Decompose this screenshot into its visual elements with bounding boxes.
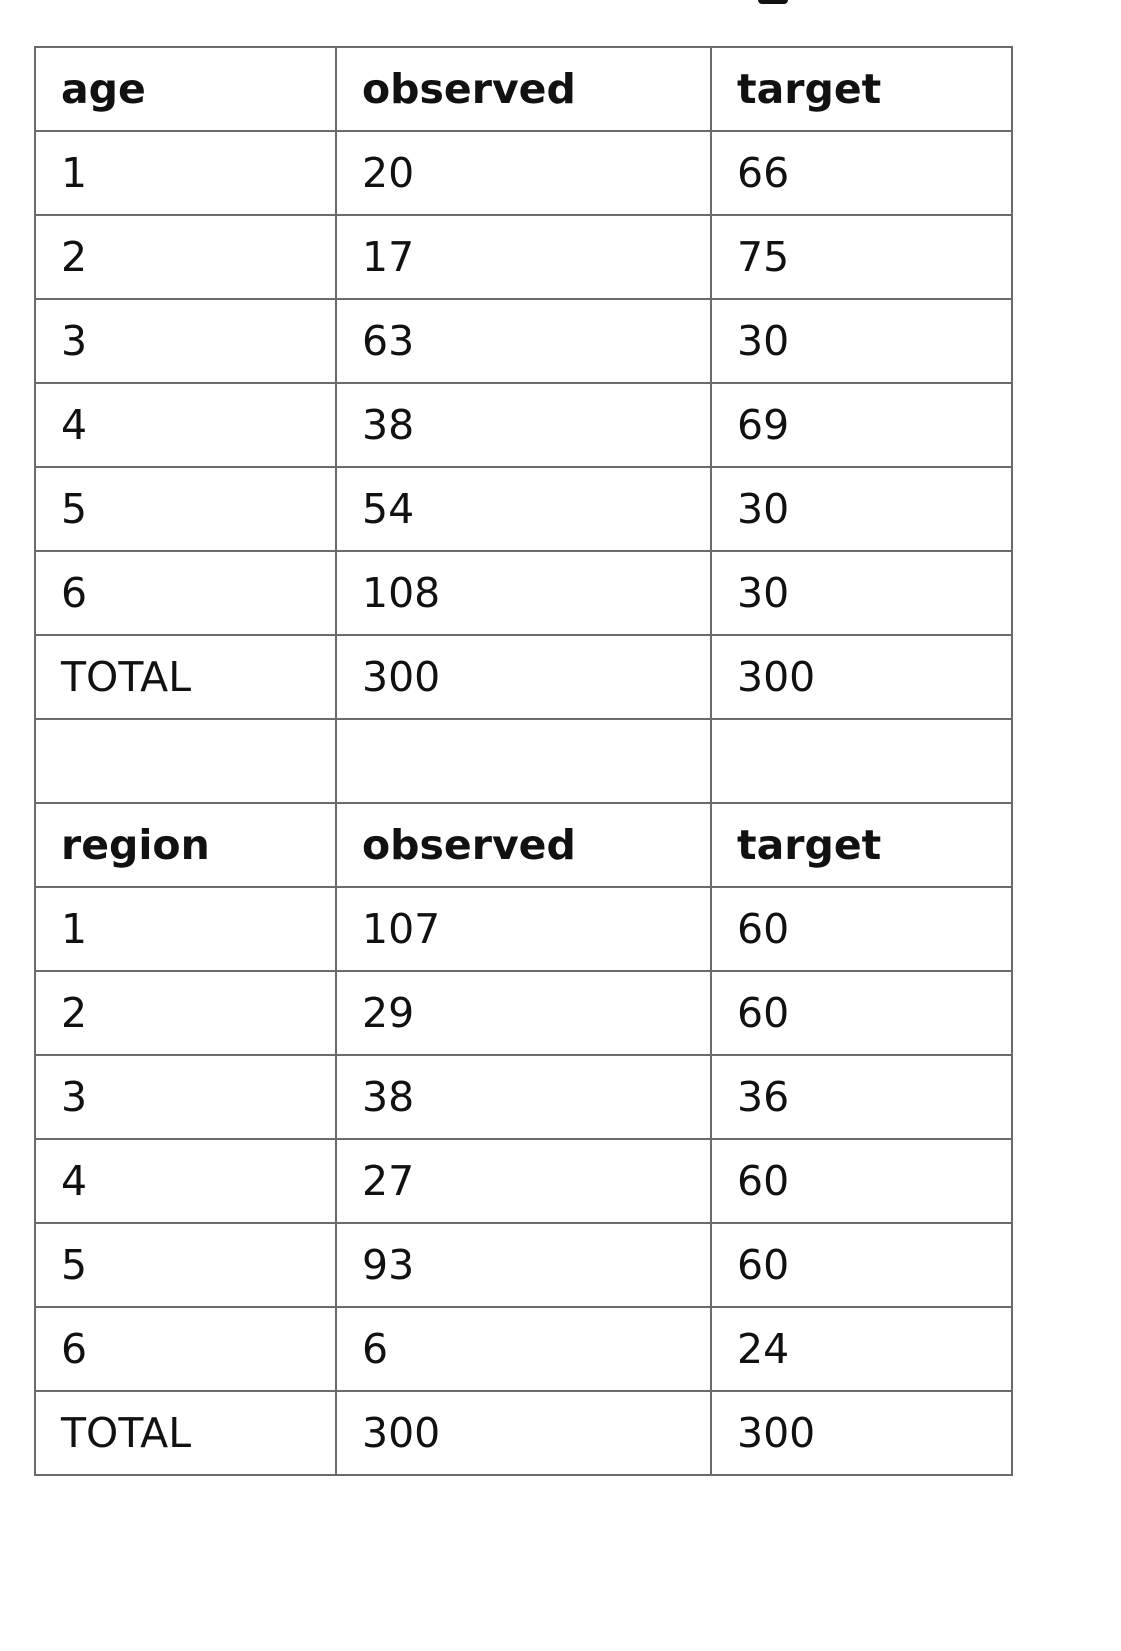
table-total-row (35, 635, 1012, 719)
table-cell: 17 (336, 215, 711, 299)
table-cell: 6 (35, 551, 336, 635)
table-cell: 3 (35, 299, 336, 383)
table-cell: 5 (35, 467, 336, 551)
table-row (35, 1055, 1012, 1139)
table-cell: 63 (336, 299, 711, 383)
table-row (35, 383, 1012, 467)
table-row (35, 1223, 1012, 1307)
table-cell: 93 (336, 1223, 711, 1307)
table-row (35, 971, 1012, 1055)
table-cell: 3 (35, 1055, 336, 1139)
table-cell: 30 (711, 467, 1012, 551)
header-cell: age (35, 47, 336, 131)
data-table (34, 46, 1013, 1476)
table-row (35, 551, 1012, 635)
table-cell: 1 (35, 887, 336, 971)
table-cell: 108 (336, 551, 711, 635)
table-cell: 2 (35, 215, 336, 299)
table-row (35, 887, 1012, 971)
table-cell: 4 (35, 1139, 336, 1223)
header-cell: target (711, 803, 1012, 887)
table-cell: 300 (711, 635, 1012, 719)
header-cell: observed (336, 47, 711, 131)
table-cell: 300 (711, 1391, 1012, 1475)
table-spacer-row (35, 719, 1012, 803)
table-total-row (35, 1391, 1012, 1475)
table-cell: 60 (711, 971, 1012, 1055)
empty-cell (711, 719, 1012, 803)
table-row (35, 215, 1012, 299)
header-cell: observed (336, 803, 711, 887)
table-cell: 69 (711, 383, 1012, 467)
table-cell: 30 (711, 299, 1012, 383)
table-row (35, 467, 1012, 551)
cropped-heading-fragment (758, 0, 788, 4)
table-cell: 27 (336, 1139, 711, 1223)
table-cell: 30 (711, 551, 1012, 635)
header-cell: region (35, 803, 336, 887)
table-header-row-region (35, 803, 1012, 887)
table-cell: TOTAL (35, 635, 336, 719)
header-cell: target (711, 47, 1012, 131)
table-cell: 38 (336, 1055, 711, 1139)
table-row (35, 1139, 1012, 1223)
table-cell: 20 (336, 131, 711, 215)
table-header-row-age (35, 47, 1012, 131)
empty-cell (35, 719, 336, 803)
table-cell: 6 (35, 1307, 336, 1391)
table-cell: 60 (711, 1223, 1012, 1307)
table-cell: TOTAL (35, 1391, 336, 1475)
table-cell: 107 (336, 887, 711, 971)
table-cell: 5 (35, 1223, 336, 1307)
table-cell: 60 (711, 887, 1012, 971)
table-cell: 29 (336, 971, 711, 1055)
table-cell: 300 (336, 1391, 711, 1475)
table-cell: 2 (35, 971, 336, 1055)
table-cell: 60 (711, 1139, 1012, 1223)
empty-cell (336, 719, 711, 803)
table-cell: 36 (711, 1055, 1012, 1139)
table-row (35, 131, 1012, 215)
table-cell: 66 (711, 131, 1012, 215)
table-cell: 6 (336, 1307, 711, 1391)
table-cell: 75 (711, 215, 1012, 299)
table-cell: 4 (35, 383, 336, 467)
table-cell: 1 (35, 131, 336, 215)
table-cell: 24 (711, 1307, 1012, 1391)
table-row (35, 1307, 1012, 1391)
table-row (35, 299, 1012, 383)
table-cell: 54 (336, 467, 711, 551)
table-cell: 300 (336, 635, 711, 719)
table-cell: 38 (336, 383, 711, 467)
